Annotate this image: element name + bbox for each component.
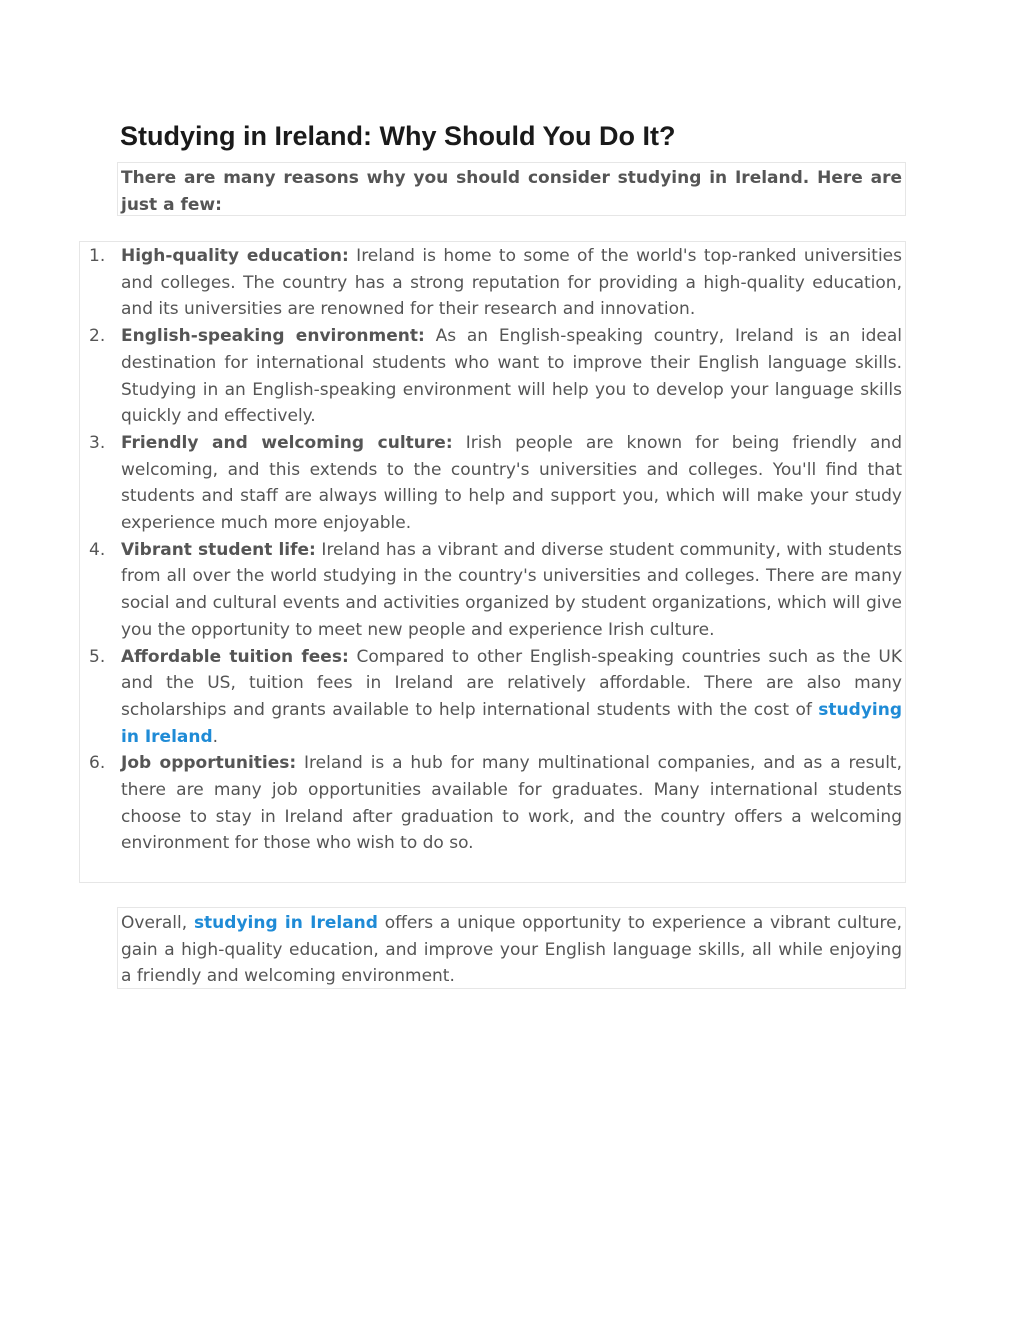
studying-in-ireland-link[interactable]: studying in Ireland	[193, 913, 378, 933]
reasons-list	[80, 242, 905, 857]
list-number: 5.	[89, 646, 106, 667]
reason-body: Ireland is home to some of the world's top-ranked universities and colleges. The country has a strong reputation for providing a high-quality education, and its universities are renowned for their research and innovation.	[121, 246, 902, 320]
reason-heading: Job opportunities:	[121, 753, 297, 774]
reason-heading: High-quality education:	[121, 246, 349, 266]
reason-heading: Vibrant student life:	[121, 539, 316, 560]
reasons-list-container	[79, 241, 906, 883]
page-title: Studying in Ireland: Why Should You Do It?	[120, 121, 676, 151]
list-item	[89, 323, 903, 430]
list-number: 4.	[89, 539, 106, 560]
list-item	[89, 750, 902, 857]
reason-body-end: .	[212, 726, 219, 747]
list-item	[89, 430, 902, 537]
list-number: 3.	[89, 432, 106, 453]
reason-heading: Affordable tuition fees:	[121, 646, 349, 667]
conclusion-end: offers a unique opportunity to experience a vibrant culture, gain a high-quality education, and improve your English language skills, all while enjoying a friendly and welcoming environment.	[121, 913, 902, 987]
reason-body: As an English-speaking country, Ireland is an ideal destination for international students who want to improve their English language skills. Studying in an English-speaking environment will help you to develop your language skills quickly and effectively.	[121, 326, 903, 427]
intro-paragraph: There are many reasons why you should consider studying in Ireland. Here are just a few:	[117, 162, 906, 216]
list-item	[89, 243, 902, 323]
reason-body: Ireland has a vibrant and diverse student community, with students from all over the world studying in the country's universities and colleges. There are many social and cultural events and activities organized by student organizations, which will give you the opportunity to meet new people and experience Irish culture.	[121, 539, 902, 640]
conclusion-start: Overall,	[121, 913, 194, 933]
reason-body: Ireland is a hub for many multinational companies, and as a result, there are many job opportunities available for graduates. Many international students choose to stay in Ireland after graduation to work, and the country offers a welcoming environment for those who wish to do so.	[121, 753, 902, 854]
list-item	[89, 644, 902, 751]
conclusion-paragraph	[117, 907, 906, 989]
reason-body: Irish people are known for being friendly and welcoming, and this extends to the country's universities and colleges. You'll find that students and staff are always willing to help and support you, which will make your study experience much more enjoyable.	[121, 432, 902, 534]
reason-body: Compared to other English-speaking countries such as the UK and the US, tuition fees in Ireland are relatively affordable. There are also many scholarships and grants available to help international students with the cost of	[121, 646, 902, 720]
list-number: 2.	[89, 326, 106, 347]
list-item	[89, 537, 902, 644]
list-number: 6.	[89, 753, 106, 774]
studying-in-ireland-link[interactable]: studying in Ireland	[121, 699, 902, 747]
list-number: 1.	[89, 246, 106, 266]
reason-heading: Friendly and welcoming culture:	[121, 432, 453, 453]
reason-heading: English-speaking environment:	[121, 326, 425, 347]
